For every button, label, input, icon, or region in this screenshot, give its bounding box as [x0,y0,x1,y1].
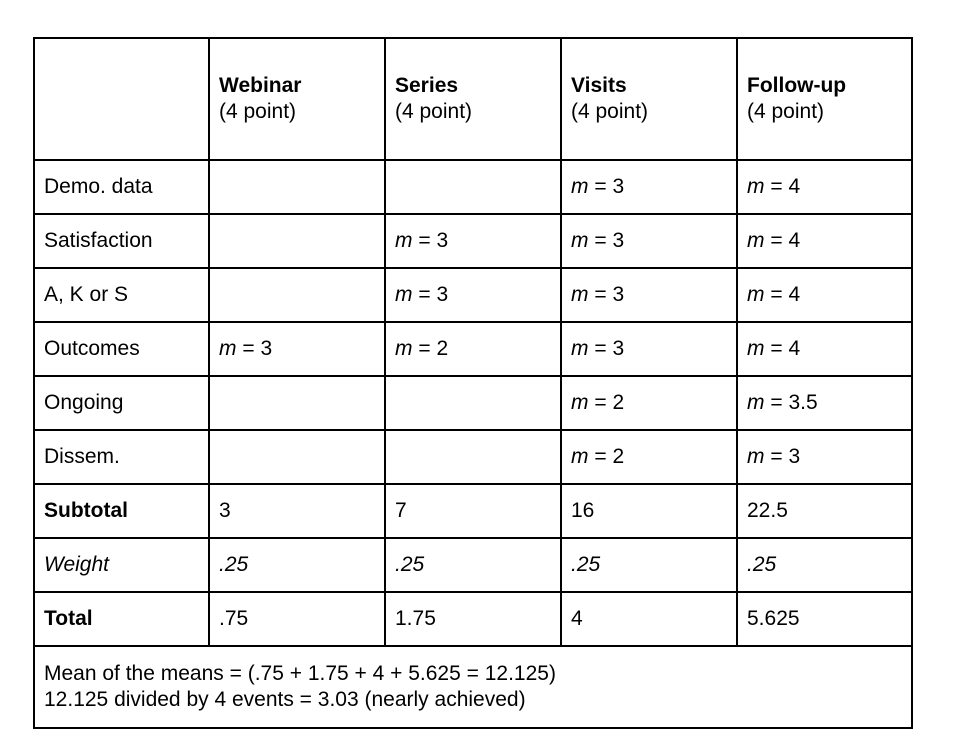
score-cell [561,268,737,322]
column-title: Webinar [219,74,302,97]
total-value: 5.625 [737,592,912,646]
mean-equals: = [588,175,613,198]
column-title: Follow-up [747,74,847,97]
weight-value: .25 [561,538,737,592]
score-cell [561,160,737,214]
mean-symbol: m [571,337,589,360]
column-subtitle: (4 point) [395,100,473,123]
score-cell [209,214,385,268]
subtotal-value: 3 [209,484,385,538]
weight-label: Weight [34,538,209,592]
mean-equals: = [588,337,613,360]
table-row [34,376,912,430]
mean-equals: = [764,229,789,252]
mean-symbol: m [747,229,765,252]
weight-value: .25 [737,538,912,592]
subtotal-value: 22.5 [737,484,912,538]
col-header-webinar [209,38,385,160]
score-cell [561,376,737,430]
score-cell [385,268,561,322]
mean-equals: = [588,229,613,252]
mean-equals: = [588,283,613,306]
score-cell [209,160,385,214]
mean-value: 3.5 [788,391,818,414]
weight-row [34,538,912,592]
corner-cell [34,38,209,160]
mean-symbol: m [395,337,413,360]
score-cell [209,376,385,430]
mean-value: 3 [436,229,449,252]
subtotal-value: 16 [561,484,737,538]
mean-equals: = [588,391,613,414]
mean-symbol: m [571,229,589,252]
score-cell [737,322,912,376]
mean-symbol: m [571,175,589,198]
mean-equals: = [764,283,789,306]
weight-value: .25 [385,538,561,592]
score-cell [209,430,385,484]
table-row [34,430,912,484]
mean-symbol: m [571,445,589,468]
summary-line: 12.125 divided by 4 events = 3.03 (nearly achieved) [44,688,526,711]
total-value: 4 [561,592,737,646]
score-cell [737,376,912,430]
mean-value: 3 [612,337,625,360]
mean-equals: = [412,337,437,360]
mean-equals: = [764,175,789,198]
row-label: Ongoing [34,376,209,430]
evaluation-table [33,37,913,729]
mean-symbol: m [395,283,413,306]
mean-equals: = [588,445,613,468]
score-cell [385,322,561,376]
score-cell [561,214,737,268]
score-cell [385,214,561,268]
subtotal-row [34,484,912,538]
mean-value: 2 [612,391,625,414]
score-cell [385,430,561,484]
summary-row [34,646,912,728]
score-cell [561,430,737,484]
total-value: 1.75 [385,592,561,646]
table-row [34,160,912,214]
score-cell [385,160,561,214]
total-value: .75 [209,592,385,646]
row-label: Demo. data [34,160,209,214]
table-row [34,268,912,322]
mean-equals: = [764,445,789,468]
summary-cell [34,646,912,728]
mean-symbol: m [747,283,765,306]
mean-value: 3 [788,445,801,468]
score-cell [737,214,912,268]
col-header-series [385,38,561,160]
mean-symbol: m [571,283,589,306]
mean-value: 3 [436,283,449,306]
mean-value: 3 [612,175,625,198]
score-cell [209,322,385,376]
mean-value: 4 [788,283,801,306]
summary-line: Mean of the means = (.75 + 1.75 + 4 + 5.625 = 12.125) [44,662,556,685]
table-row [34,214,912,268]
score-cell [209,268,385,322]
column-title: Visits [571,74,627,97]
column-subtitle: (4 point) [747,100,825,123]
row-label: Outcomes [34,322,209,376]
mean-equals: = [236,337,261,360]
total-label: Total [34,592,209,646]
column-subtitle: (4 point) [219,100,297,123]
mean-symbol: m [747,175,765,198]
mean-value: 2 [436,337,449,360]
column-title: Series [395,74,459,97]
col-header-visits [561,38,737,160]
mean-symbol: m [747,445,765,468]
score-cell [561,322,737,376]
mean-symbol: m [747,391,765,414]
mean-symbol: m [571,391,589,414]
table-row [34,322,912,376]
score-cell [737,268,912,322]
col-header-follow-up [737,38,912,160]
mean-equals: = [412,283,437,306]
weight-value: .25 [209,538,385,592]
mean-value: 4 [788,175,801,198]
mean-value: 4 [788,229,801,252]
mean-value: 2 [612,445,625,468]
mean-equals: = [764,391,789,414]
mean-value: 4 [788,337,801,360]
column-subtitle: (4 point) [571,100,649,123]
mean-equals: = [764,337,789,360]
mean-value: 3 [612,283,625,306]
mean-symbol: m [219,337,237,360]
header-row [34,38,912,160]
total-row [34,592,912,646]
subtotal-label: Subtotal [34,484,209,538]
row-label: Dissem. [34,430,209,484]
mean-symbol: m [747,337,765,360]
mean-symbol: m [395,229,413,252]
mean-equals: = [412,229,437,252]
row-label: Satisfaction [34,214,209,268]
row-label: A, K or S [34,268,209,322]
score-cell [737,160,912,214]
score-cell [737,430,912,484]
mean-value: 3 [260,337,273,360]
mean-value: 3 [612,229,625,252]
subtotal-value: 7 [385,484,561,538]
score-cell [385,376,561,430]
